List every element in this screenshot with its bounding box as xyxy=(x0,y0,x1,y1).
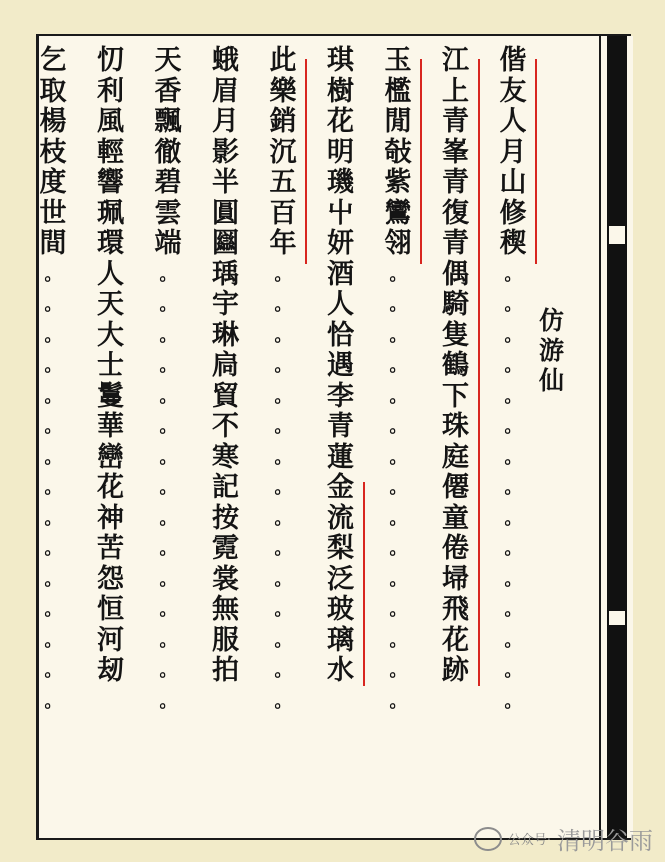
punctuation-mark: 。 xyxy=(274,325,292,346)
character: 枝 xyxy=(39,136,67,168)
punctuation-mark: 。 xyxy=(504,447,522,468)
punctuation-mark: 。 xyxy=(159,600,177,620)
punctuation-mark: 。 xyxy=(44,600,62,620)
punctuation-mark: 。 xyxy=(159,478,177,498)
punctuation-mark: 。 xyxy=(389,569,407,590)
punctuation-mark: 。 xyxy=(389,386,407,407)
character: 璣 xyxy=(327,167,354,198)
character: 刼 xyxy=(97,655,124,686)
character: 鬘 xyxy=(97,380,124,412)
character: 遇 xyxy=(327,350,354,381)
punctuation-mark: 。 xyxy=(274,661,292,681)
character: 眉 xyxy=(212,75,239,107)
character: 珮 xyxy=(97,197,124,229)
punctuation-mark: 。 xyxy=(159,295,177,315)
character: 銷 xyxy=(269,106,297,137)
text-column xyxy=(152,46,184,717)
character: 忉 xyxy=(97,45,124,76)
character: 天 xyxy=(97,289,124,320)
punctuation-mark: 。 xyxy=(389,661,407,681)
character: 世 xyxy=(39,197,67,229)
character: 騎 xyxy=(442,289,469,320)
page-fore-edge xyxy=(599,36,633,838)
text-column xyxy=(382,46,414,717)
character: 裳 xyxy=(212,563,239,595)
character: 璃 xyxy=(327,624,354,656)
character: 影 xyxy=(212,136,239,168)
character: 僊 xyxy=(442,472,469,503)
text-column xyxy=(37,46,69,717)
character: 童 xyxy=(442,502,469,534)
character: 苦 xyxy=(97,533,124,564)
character: 五 xyxy=(269,167,297,198)
punctuation-mark: 。 xyxy=(159,691,177,712)
author-character: 仙 xyxy=(539,366,565,395)
punctuation-mark: 。 xyxy=(44,630,62,651)
punctuation-mark: 。 xyxy=(159,356,177,376)
edge-bar xyxy=(607,36,627,838)
character: 貿 xyxy=(212,380,239,412)
punctuation-mark: 。 xyxy=(44,447,62,468)
character: 李 xyxy=(327,380,354,412)
character: 飛 xyxy=(442,594,469,625)
character: 風 xyxy=(97,106,124,137)
character: 上 xyxy=(442,75,469,107)
character: 恒 xyxy=(97,594,124,625)
character: 玉 xyxy=(384,45,412,76)
edge-gap-lower xyxy=(609,611,625,625)
watermark xyxy=(474,821,653,856)
character: 檻 xyxy=(384,75,412,107)
punctuation-mark: 。 xyxy=(44,508,62,529)
punctuation-mark: 。 xyxy=(504,661,522,681)
character: 徹 xyxy=(154,136,182,168)
book-page xyxy=(36,34,631,840)
character: 閒 xyxy=(384,106,412,137)
punctuation-mark: 。 xyxy=(274,569,292,590)
character: 妍 xyxy=(327,228,354,259)
punctuation-mark: 。 xyxy=(389,356,407,376)
character: 拍 xyxy=(212,655,239,686)
punctuation-mark: 。 xyxy=(159,325,177,346)
character: 金 xyxy=(327,472,354,503)
punctuation-mark: 。 xyxy=(274,630,292,651)
punctuation-mark: 。 xyxy=(504,691,522,712)
punctuation-mark: 。 xyxy=(274,264,292,285)
punctuation-mark: 。 xyxy=(389,478,407,498)
character: 華 xyxy=(97,411,124,442)
character: 稧 xyxy=(499,228,527,259)
character: 宇 xyxy=(212,289,239,320)
character: 倦 xyxy=(442,533,469,564)
character: 明 xyxy=(327,136,354,168)
punctuation-mark: 。 xyxy=(274,356,292,376)
character: 環 xyxy=(97,228,124,259)
character: 間 xyxy=(39,228,67,259)
punctuation-mark: 。 xyxy=(44,661,62,681)
watermark-name: 清明谷雨 xyxy=(557,827,653,855)
character: 人 xyxy=(97,258,124,290)
punctuation-mark: 。 xyxy=(504,386,522,407)
character: 水 xyxy=(327,655,354,686)
punctuation-mark: 。 xyxy=(159,630,177,651)
punctuation-mark: 。 xyxy=(389,539,407,559)
punctuation-mark: 。 xyxy=(274,386,292,407)
character: 敧 xyxy=(384,136,412,168)
character: 琳 xyxy=(212,319,239,351)
punctuation-mark: 。 xyxy=(389,447,407,468)
character: 青 xyxy=(442,228,469,259)
character: 青 xyxy=(442,167,469,198)
character: 圝 xyxy=(212,228,239,259)
author-annotation xyxy=(539,306,564,396)
character: 梨 xyxy=(327,533,354,564)
character: 青 xyxy=(327,411,354,442)
red-annotation-line xyxy=(305,59,307,264)
character: 碧 xyxy=(154,167,182,198)
text-column xyxy=(497,46,529,717)
character: 記 xyxy=(212,472,239,503)
punctuation-mark: 。 xyxy=(44,569,62,590)
author-character: 游 xyxy=(539,336,565,365)
punctuation-mark: 。 xyxy=(504,539,522,559)
character: 恰 xyxy=(327,319,354,351)
character: 瑀 xyxy=(212,258,239,290)
character: 友 xyxy=(499,75,527,107)
character: 鸞 xyxy=(384,197,412,229)
character: 大 xyxy=(97,319,124,351)
edge-gap-upper xyxy=(609,226,625,244)
character: 蛾 xyxy=(212,45,239,76)
character: 端 xyxy=(154,228,182,259)
character: 霓 xyxy=(212,533,239,564)
character: 玻 xyxy=(327,594,354,625)
punctuation-mark: 。 xyxy=(504,508,522,529)
punctuation-mark: 。 xyxy=(504,630,522,651)
character: 此 xyxy=(269,45,297,76)
character: 偶 xyxy=(442,258,469,290)
red-annotation-line xyxy=(420,59,422,264)
character: 蓮 xyxy=(327,441,354,473)
punctuation-mark: 。 xyxy=(274,600,292,620)
punctuation-mark: 。 xyxy=(159,508,177,529)
punctuation-mark: 。 xyxy=(44,264,62,285)
punctuation-mark: 。 xyxy=(389,325,407,346)
character: 偕 xyxy=(499,45,527,76)
punctuation-mark: 。 xyxy=(504,325,522,346)
red-annotation-line xyxy=(363,482,365,687)
punctuation-mark: 。 xyxy=(504,478,522,498)
character: 巒 xyxy=(97,441,124,473)
character: 飄 xyxy=(154,106,182,137)
character: 酒 xyxy=(327,258,354,290)
punctuation-mark: 。 xyxy=(274,417,292,437)
punctuation-mark: 。 xyxy=(389,630,407,651)
character: 埽 xyxy=(442,563,469,595)
character: 輕 xyxy=(97,136,124,168)
wechat-icon xyxy=(474,827,502,851)
text-column xyxy=(210,46,242,687)
punctuation-mark: 。 xyxy=(159,661,177,681)
character: 屮 xyxy=(327,197,354,229)
text-column xyxy=(325,46,357,687)
punctuation-mark: 。 xyxy=(389,508,407,529)
punctuation-mark: 。 xyxy=(44,478,62,498)
text-column xyxy=(95,46,127,687)
character: 隻 xyxy=(442,319,469,351)
character: 不 xyxy=(212,411,239,442)
character: 復 xyxy=(442,197,469,229)
punctuation-mark: 。 xyxy=(389,264,407,285)
punctuation-mark: 。 xyxy=(504,600,522,620)
character: 寒 xyxy=(212,441,239,473)
punctuation-mark: 。 xyxy=(159,386,177,407)
character: 樂 xyxy=(269,75,297,107)
character: 響 xyxy=(97,167,124,198)
character: 楊 xyxy=(39,106,67,137)
punctuation-mark: 。 xyxy=(274,447,292,468)
character: 士 xyxy=(97,350,124,381)
character: 鶴 xyxy=(442,350,469,381)
text-column xyxy=(267,46,299,717)
punctuation-mark: 。 xyxy=(159,264,177,285)
character: 琪 xyxy=(327,45,354,76)
punctuation-mark: 。 xyxy=(274,295,292,315)
red-annotation-line xyxy=(478,59,480,687)
character: 峯 xyxy=(442,136,469,168)
character: 香 xyxy=(154,75,182,107)
character: 青 xyxy=(442,106,469,137)
red-annotation-line xyxy=(535,59,537,264)
character: 珠 xyxy=(442,411,469,442)
character: 月 xyxy=(212,106,239,137)
punctuation-mark: 。 xyxy=(274,478,292,498)
character: 翎 xyxy=(384,228,412,259)
character: 流 xyxy=(327,502,354,534)
character: 百 xyxy=(269,197,297,229)
character: 扃 xyxy=(212,350,239,381)
character: 紫 xyxy=(384,167,412,198)
punctuation-mark: 。 xyxy=(44,325,62,346)
character: 花 xyxy=(442,624,469,656)
character: 半 xyxy=(212,167,239,198)
character: 度 xyxy=(39,167,67,198)
punctuation-mark: 。 xyxy=(159,539,177,559)
punctuation-mark: 。 xyxy=(504,264,522,285)
punctuation-mark: 。 xyxy=(44,295,62,315)
punctuation-mark: 。 xyxy=(44,691,62,712)
character: 怨 xyxy=(97,563,124,595)
character: 取 xyxy=(39,75,67,107)
character: 江 xyxy=(442,45,469,76)
watermark-prefix: 公众号· xyxy=(507,833,551,848)
character: 花 xyxy=(327,106,354,137)
punctuation-mark: 。 xyxy=(389,691,407,712)
character: 無 xyxy=(212,594,239,625)
character: 年 xyxy=(269,228,297,259)
punctuation-mark: 。 xyxy=(389,600,407,620)
character: 修 xyxy=(499,197,527,229)
character: 山 xyxy=(499,167,527,198)
punctuation-mark: 。 xyxy=(44,539,62,559)
punctuation-mark: 。 xyxy=(274,691,292,712)
character: 利 xyxy=(97,75,124,107)
character: 河 xyxy=(97,624,124,656)
character: 跡 xyxy=(442,655,469,686)
character: 圓 xyxy=(212,197,239,229)
character: 樹 xyxy=(327,75,354,107)
punctuation-mark: 。 xyxy=(44,417,62,437)
punctuation-mark: 。 xyxy=(274,508,292,529)
punctuation-mark: 。 xyxy=(159,447,177,468)
character: 神 xyxy=(97,502,124,534)
author-character: 仿 xyxy=(539,306,565,335)
punctuation-mark: 。 xyxy=(504,417,522,437)
punctuation-mark: 。 xyxy=(504,569,522,590)
character: 下 xyxy=(442,380,469,412)
character: 乞 xyxy=(39,45,67,76)
character: 人 xyxy=(499,106,527,137)
punctuation-mark: 。 xyxy=(159,569,177,590)
character: 月 xyxy=(499,136,527,168)
character: 花 xyxy=(97,472,124,503)
text-column xyxy=(440,46,472,687)
punctuation-mark: 。 xyxy=(504,356,522,376)
punctuation-mark: 。 xyxy=(504,295,522,315)
punctuation-mark: 。 xyxy=(389,417,407,437)
character: 按 xyxy=(212,502,239,534)
punctuation-mark: 。 xyxy=(389,295,407,315)
character: 雲 xyxy=(154,197,182,229)
character: 庭 xyxy=(442,441,469,473)
character: 泛 xyxy=(327,563,354,595)
punctuation-mark: 。 xyxy=(44,386,62,407)
punctuation-mark: 。 xyxy=(159,417,177,437)
character: 人 xyxy=(327,289,354,320)
character: 沉 xyxy=(269,136,297,168)
character: 天 xyxy=(154,45,182,76)
character: 服 xyxy=(212,624,239,656)
punctuation-mark: 。 xyxy=(44,356,62,376)
punctuation-mark: 。 xyxy=(274,539,292,559)
